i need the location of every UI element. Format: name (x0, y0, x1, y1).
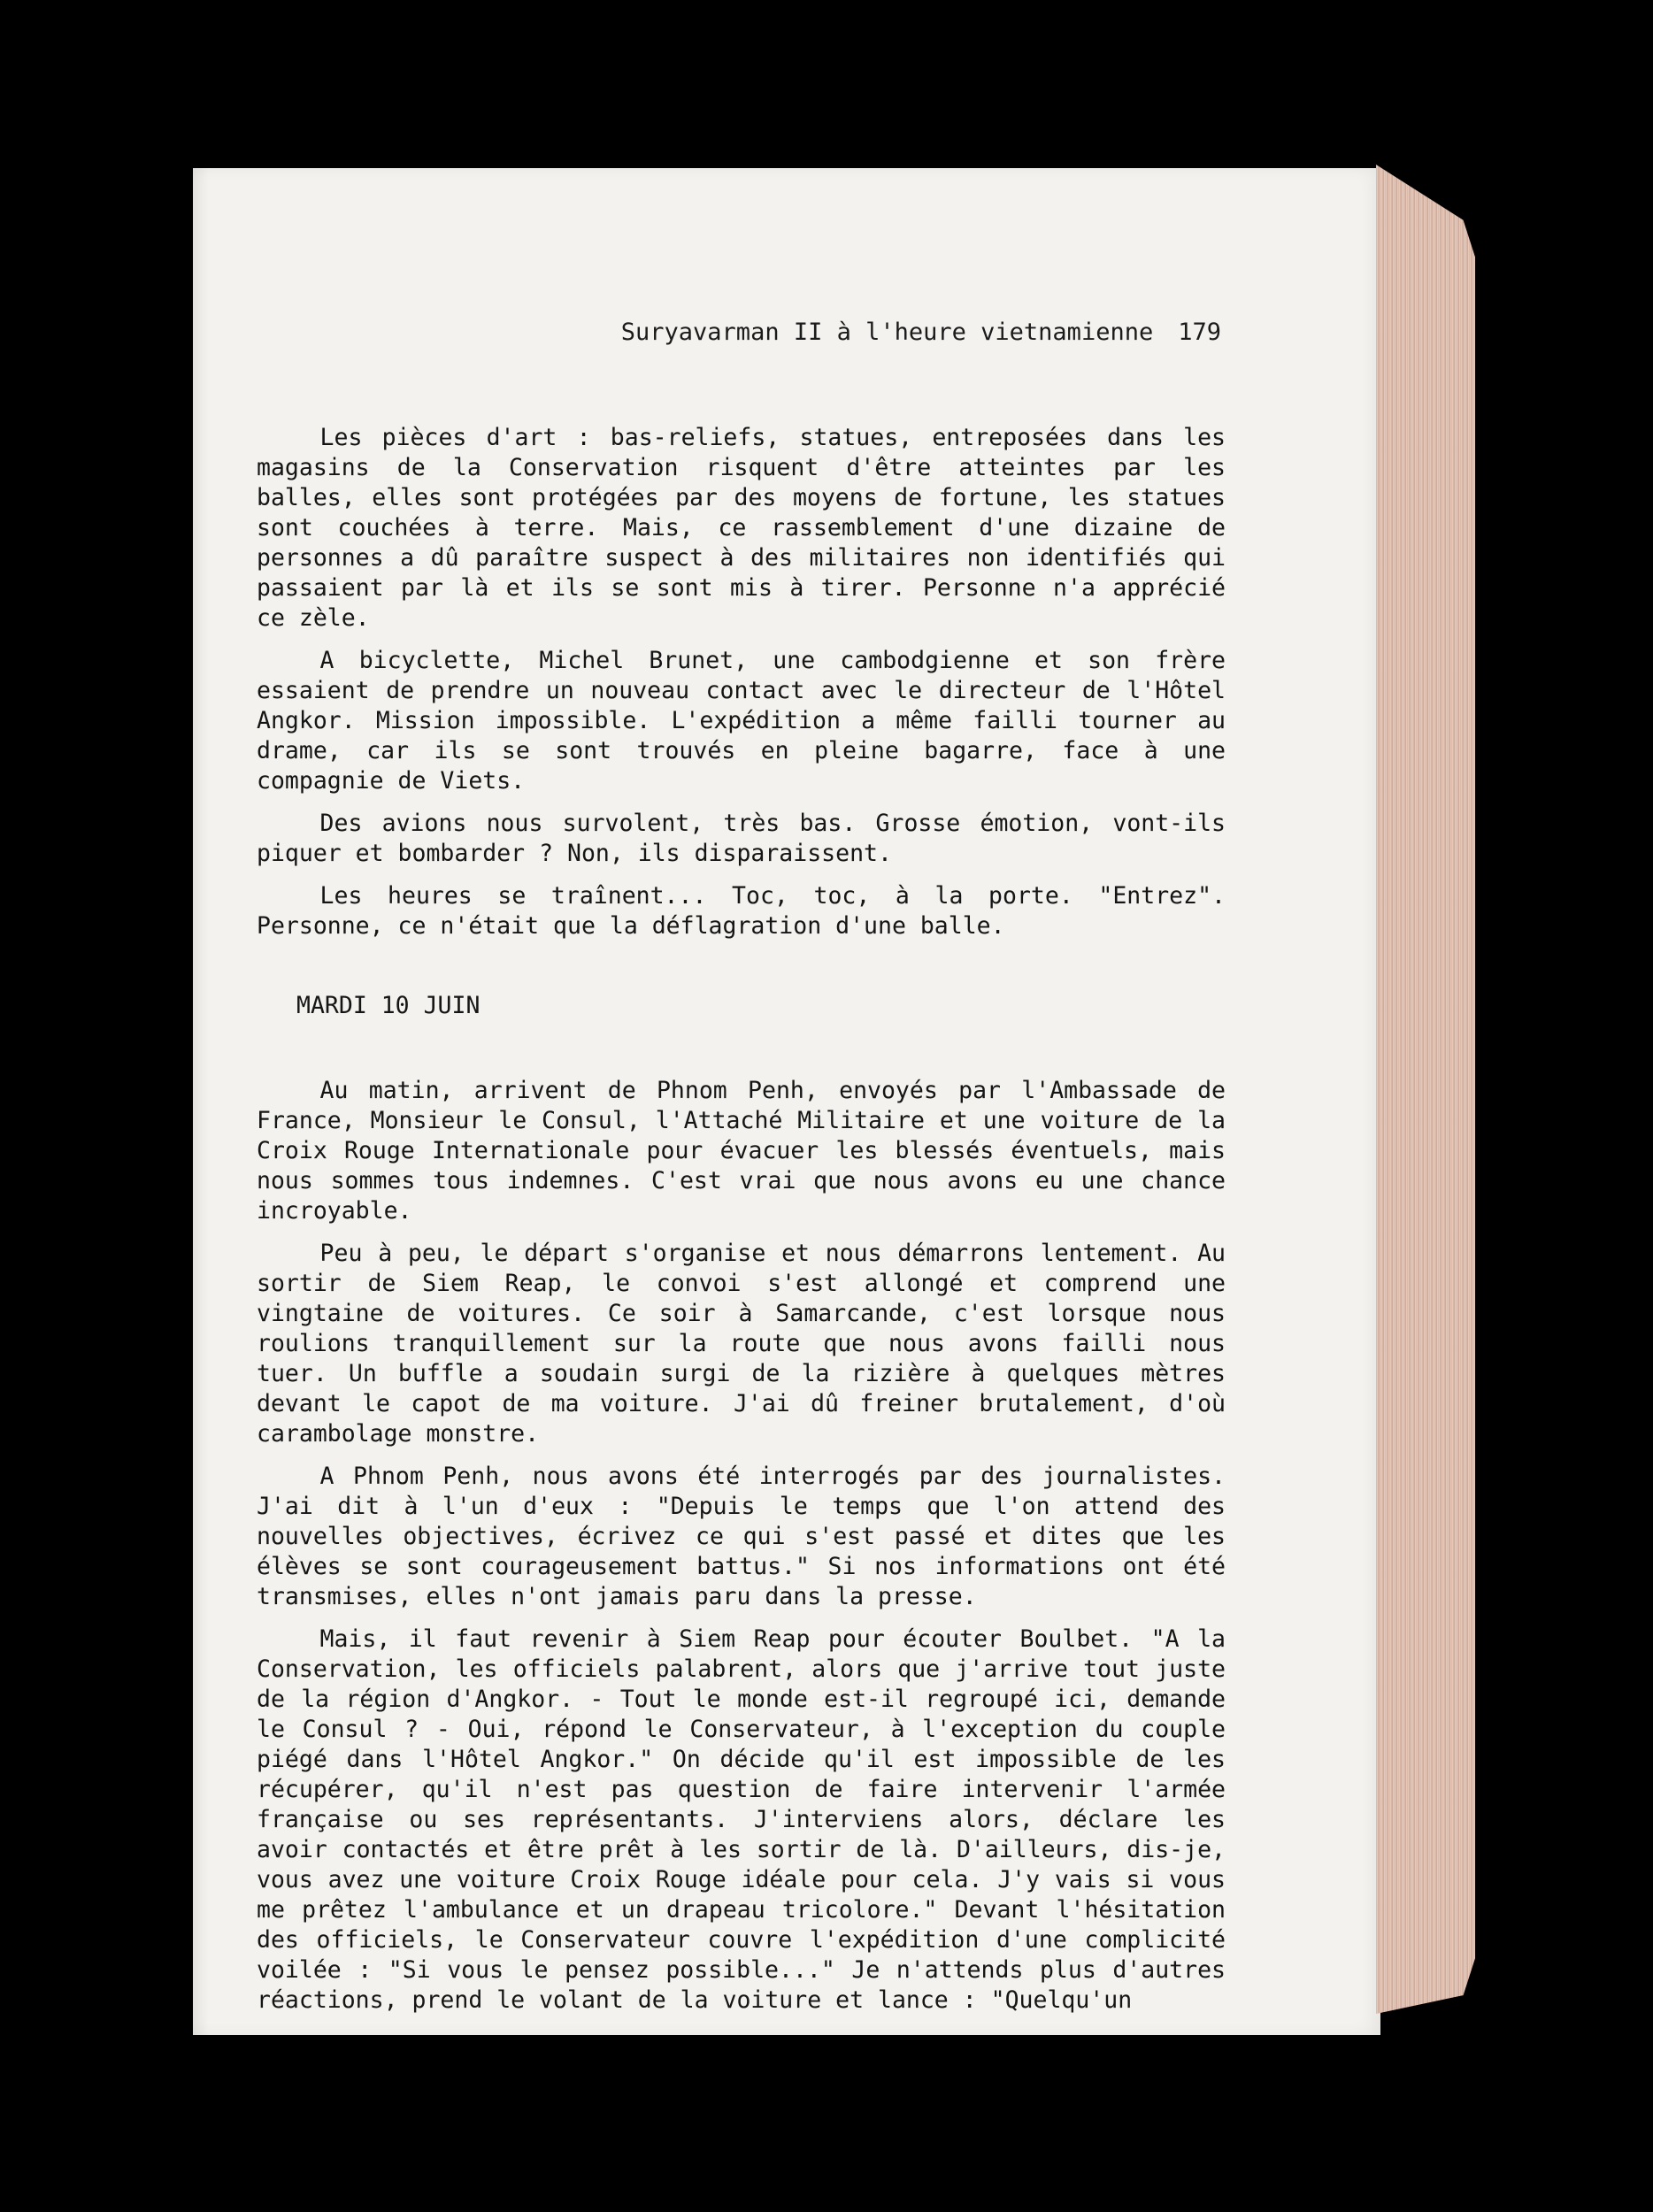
page-body (257, 423, 1226, 2028)
running-header (611, 319, 1221, 346)
section-heading: MARDI 10 JUIN (296, 992, 481, 1019)
paragraph: Des avions nous survolent, très bas. Grosse émotion, vont-ils piquer et bombarder ? Non, ils disparaissent. (257, 810, 1226, 867)
paragraph: Les pièces d'art : bas-reliefs, statues, entreposées dans les magasins de la Conservation risquent d'être atteintes par les balles, elles sont protégées par des moyens de fortune, les statues sont couchées à terre. Mais, ce rassemblement d'une dizaine de personnes a dû paraître suspect à des militaires non identifiés qui passaient par là et ils se sont mis à tirer. Personne n'a apprécié ce zèle. (257, 424, 1226, 632)
paragraph: A Phnom Penh, nous avons été interrogés par des journalistes. J'ai dit à l'un d'eux : "Depuis le temps que l'on attend des nouvelles objectives, écrivez ce qui s'est passé et dites que les élèves se sont courageusement battus." Si nos informations ont été transmises, elles n'ont jamais paru dans la presse. (257, 1463, 1226, 1610)
page-number: 179 (1178, 319, 1221, 346)
paragraph: Peu à peu, le départ s'organise et nous démarrons lentement. Au sortir de Siem Reap, le convoi s'est allongé et comprend une vingtaine de voitures. Ce soir à Samarcande, c'est lorsque nous roulions tranquillement sur la route que nous avons failli nous tuer. Un buffle a soudain surgi de la rizière à quelques mètres devant le capot de ma voiture. J'ai dû freiner brutalement, d'où carambolage monstre. (257, 1240, 1226, 1448)
page-edges (1376, 165, 1475, 2014)
spine-shadow (193, 168, 209, 2035)
paragraph: Au matin, arrivent de Phnom Penh, envoyés par l'Ambassade de France, Monsieur le Consul, l'Attaché Militaire et une voiture de la Croix Rouge Internationale pour évacuer les blessés éventuels, mais nous sommes tous indemnes. C'est vrai que nous avons eu une chance incroyable. (257, 1077, 1226, 1225)
running-title: Suryavarman II à l'heure vietnamienne (620, 319, 1154, 346)
paragraph: A bicyclette, Michel Brunet, une cambodgienne et son frère essaient de prendre un nouveau contact avec le directeur de l'Hôtel Angkor. Mission impossible. L'expédition a même failli tourner au drame, car ils se sont trouvés en pleine bagarre, face à une compagnie de Viets. (257, 647, 1226, 795)
paragraph: Mais, il faut revenir à Siem Reap pour écouter Boulbet. "A la Conservation, les officiels palabrent, alors que j'arrive tout juste de la région d'Angkor. - Tout le monde est-il regroupé ici, demande le Consul ? - Oui, répond le Conservateur, à l'exception du couple piégé dans l'Hôtel Angkor." On décide qu'il est impossible de les récupérer, qu'il n'est pas question de faire intervenir l'armée française ou ses représentants. J'interviens alors, déclare les avoir contactés et être prêt à les sortir de là. D'ailleurs, dis-je, vous avez une voiture Croix Rouge idéale pour cela. J'y vais si vous me prêtez l'ambulance et un drapeau tricolore." Devant l'hésitation des officiels, le Conservateur couvre l'expédition d'une complicité voilée : "Si vous le pensez possible..." Je n'attends plus d'autres réactions, prend le volant de la voiture et lance : "Quelqu'un (257, 1625, 1226, 2014)
paragraph: Les heures se traînent... Toc, toc, à la porte. "Entrez". Personne, ce n'était que la déflagration d'une balle. (257, 882, 1226, 940)
